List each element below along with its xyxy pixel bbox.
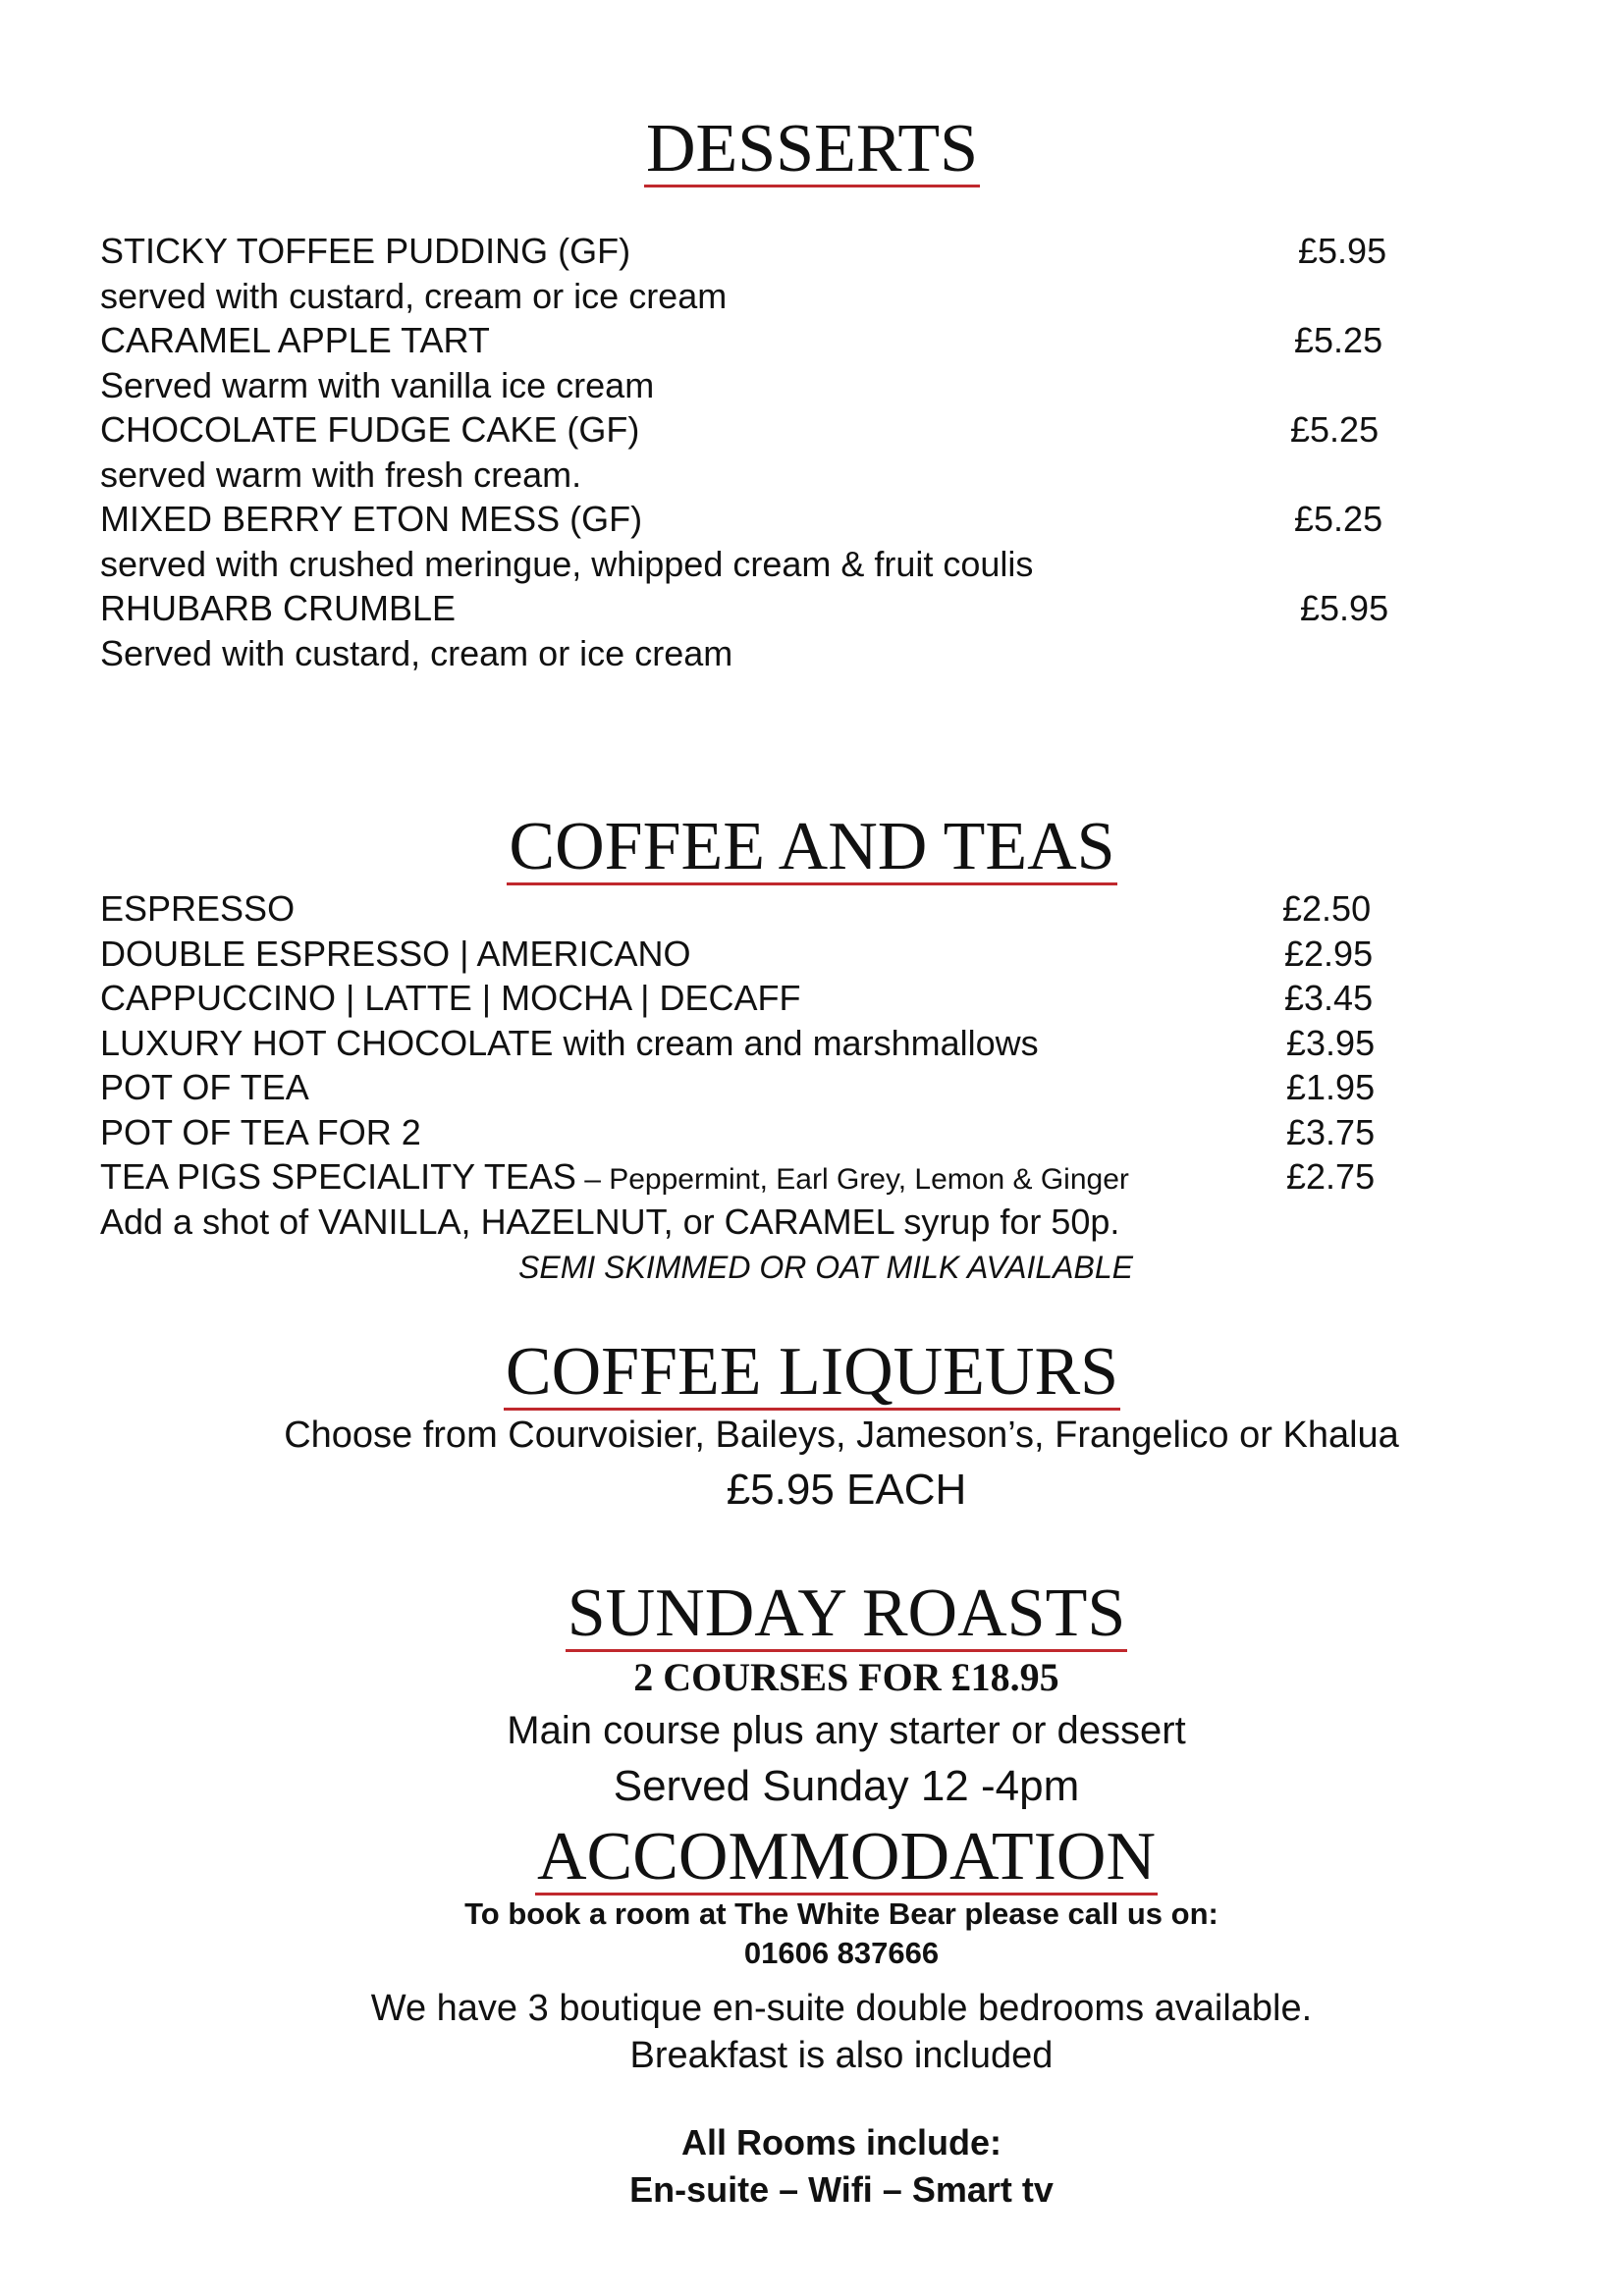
coffee-item-price: £3.75 [1286, 1112, 1376, 1152]
dessert-item-price: £5.95 [1300, 588, 1389, 628]
sunday-heading: SUNDAY ROASTS [567, 1575, 1126, 1651]
accommodation-book: To book a room at The White Bear please call us on: [464, 1896, 1218, 1931]
sunday-desc: Main course plus any starter or dessert [507, 1709, 1186, 1752]
coffee-item-price: £3.95 [1286, 1023, 1376, 1063]
liqueurs-price: £5.95 EACH [726, 1466, 967, 1514]
liqueurs-choose: Choose from Courvoisier, Baileys, Jameson’s, Frangelico or Khalua [284, 1415, 1399, 1456]
accommodation-phone: 01606 837666 [743, 1936, 940, 1970]
dessert-item-name: CHOCOLATE FUDGE CAKE (GF) [100, 409, 640, 450]
accommodation-breakfast: Breakfast is also included [629, 2035, 1054, 2076]
dessert-item-name: STICKY TOFFEE PUDDING (GF) [100, 231, 631, 271]
coffee-item-price: £3.45 [1284, 978, 1374, 1018]
coffee-heading: COFFEE AND TEAS [509, 809, 1115, 884]
dessert-item-name: RHUBARB CRUMBLE [100, 588, 457, 628]
sunday-offer: 2 COURSES FOR £18.95 [633, 1655, 1059, 1699]
dessert-item-desc: Served with custard, cream or ice cream [100, 633, 733, 673]
dessert-item-price: £5.25 [1294, 320, 1383, 360]
dessert-item-name: CARAMEL APPLE TART [100, 320, 490, 360]
accommodation-heading: ACCOMMODATION [536, 1819, 1157, 1895]
coffee-item-price: £2.95 [1284, 934, 1374, 974]
coffee-item-name: ESPRESSO [100, 888, 296, 929]
sunday-served: Served Sunday 12 -4pm [613, 1762, 1080, 1810]
liqueurs-heading: COFFEE LIQUEURS [505, 1334, 1119, 1410]
dessert-item-price: £5.25 [1294, 499, 1383, 539]
dessert-item-desc: Served warm with vanilla ice cream [100, 365, 655, 405]
dessert-item-price: £5.95 [1298, 231, 1387, 271]
dessert-item-desc: served warm with fresh cream. [100, 454, 582, 495]
accommodation-rooms: We have 3 boutique en-suite double bedrooms available. [370, 1988, 1313, 2029]
coffee-item-name: POT OF TEA FOR 2 [100, 1112, 421, 1152]
dessert-item-desc: served with custard, cream or ice cream [100, 276, 728, 316]
coffee-item-price: £2.50 [1282, 888, 1372, 929]
coffee-item-name: LUXURY HOT CHOCOLATE with cream and marshmallows [100, 1023, 1039, 1063]
desserts-heading: DESSERTS [645, 111, 979, 187]
syrup-note: Add a shot of VANILLA, HAZELNUT, or CARAMEL syrup for 50p. [100, 1201, 1120, 1242]
coffee-item-name: POT OF TEA [100, 1067, 309, 1107]
coffee-item-name: CAPPUCCINO | LATTE | MOCHA | DECAFF [100, 978, 801, 1018]
dessert-item-price: £5.25 [1290, 409, 1380, 450]
coffee-item-name: TEA PIGS SPECIALITY TEAS – Peppermint, Earl Grey, Lemon & Ginger [100, 1156, 1129, 1197]
coffee-item-price: £1.95 [1286, 1067, 1376, 1107]
coffee-item-price: £2.75 [1286, 1156, 1376, 1197]
milk-note: SEMI SKIMMED OR OAT MILK AVAILABLE [518, 1250, 1133, 1285]
coffee-item-name: DOUBLE ESPRESSO | AMERICANO [100, 934, 691, 974]
dessert-item-name: MIXED BERRY ETON MESS (GF) [100, 499, 643, 539]
rooms-include-title: All Rooms include: [680, 2122, 1002, 2163]
rooms-include-list: En-suite – Wifi – Smart tv [629, 2169, 1054, 2210]
dessert-item-desc: served with crushed meringue, whipped cream & fruit coulis [100, 544, 1034, 584]
